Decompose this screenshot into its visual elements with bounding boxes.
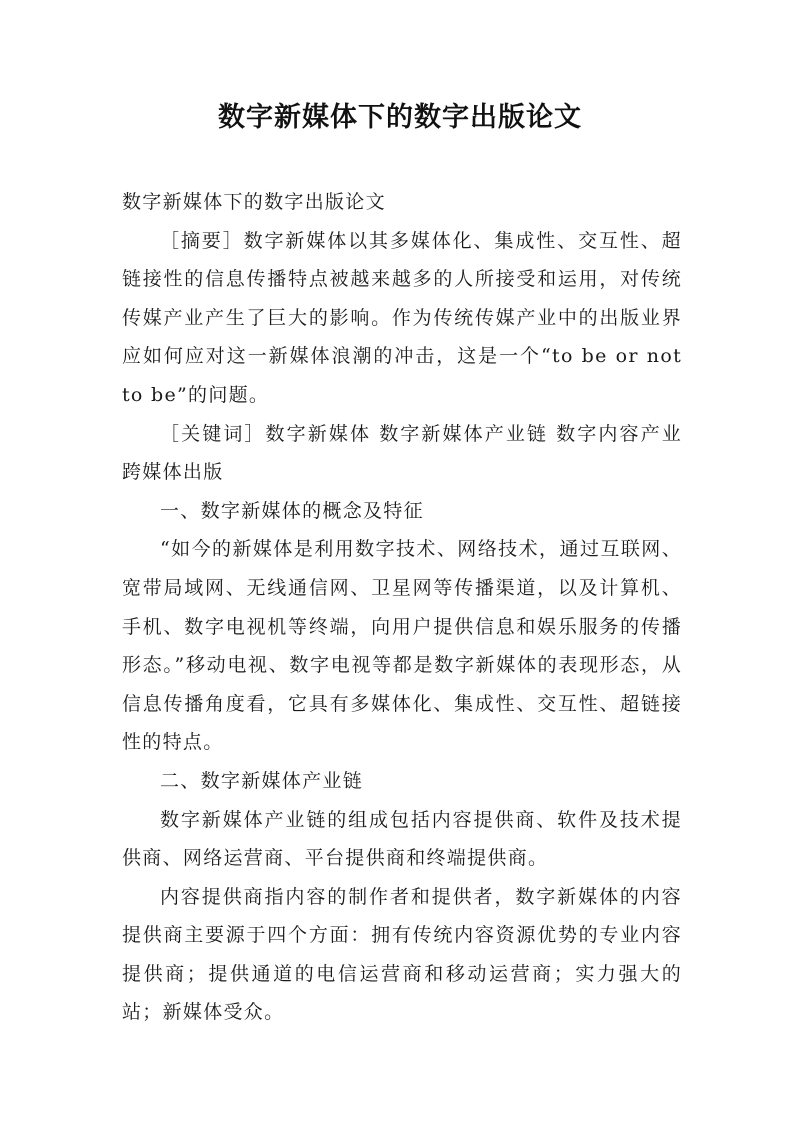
body-paragraph: “如今的新媒体是利用数字技术、网络技术，通过互联网、宽带局域网、无线通信网、卫星网等传播渠道，以及计算机、手机、数字电视机等终端，向用户提供信息和娱乐服务的传播形态。”移动电视、数字电视等都是数字新媒体的表现形态，从信息传播角度看，它具有多媒体化、集成性、交互性、超链接性的特点。 bbox=[122, 538, 682, 754]
keywords-paragraph: ［关键词］数字新媒体 数字新媒体产业链 数字内容产业 跨媒体出版 bbox=[122, 422, 682, 484]
subtitle-line: 数字新媒体下的数字出版论文 bbox=[122, 191, 386, 213]
document-title: 数字新媒体下的数字出版论文 bbox=[218, 102, 582, 133]
section-heading-1: 一、数字新媒体的概念及特征 bbox=[160, 499, 424, 522]
abstract-paragraph: ［摘要］数字新媒体以其多媒体化、集成性、交互性、超链接性的信息传播特点被越来越多的人所接受和运用，对传统传媒产业产生了巨大的影响。作为传统传媒产业中的出版业界应如何应对这一新媒体浪潮的冲击，这是一个“to be or not to be”的问题。 bbox=[122, 229, 682, 406]
body-paragraph: 数字新媒体产业链的组成包括内容提供商、软件及技术提供商、网络运营商、平台提供商和终端提供商。 bbox=[122, 808, 682, 870]
document-body bbox=[122, 183, 682, 1032]
body-paragraph: 内容提供商指内容的制作者和提供者，数字新媒体的内容提供商主要源于四个方面：拥有传统内容资源优势的专业内容提供商；提供通道的电信运营商和移动运营商；实力强大的站；新媒体受众。 bbox=[122, 885, 682, 1024]
section-heading-2: 二、数字新媒体产业链 bbox=[160, 769, 364, 792]
